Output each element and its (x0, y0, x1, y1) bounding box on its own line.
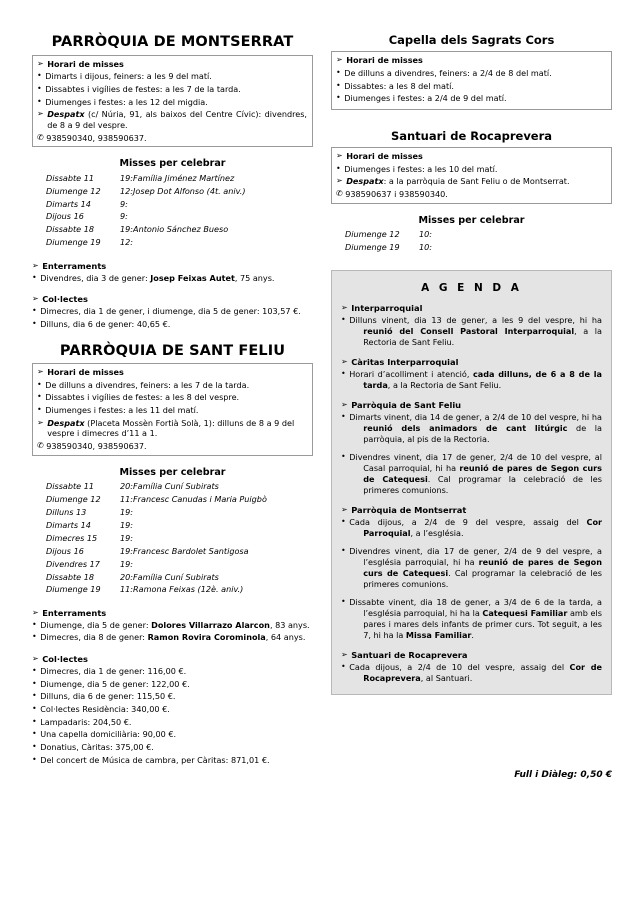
bullet-icon: • (37, 83, 42, 93)
arrow-icon: ➢ (336, 55, 343, 65)
table-row: Dijous 16 19: Francesc Bardolet Santigosa (46, 545, 249, 556)
table-row: Dimecres 15 19: (46, 532, 134, 543)
list-item: • Donatius, Càritas: 375,00 €. (32, 742, 154, 753)
burials-title: ➢ Enterraments (32, 260, 107, 271)
bullet-icon: • (32, 742, 37, 752)
agenda-item (341, 412, 602, 445)
agenda-item-text: Dimarts vinent, dia 14 de gener, a 2/4 de 10 del vespre, hi ha reunió dels animadors de cant litúrgic de la parròquia, al pis de la Rectoria. (349, 412, 602, 445)
arrow-icon: ➢ (37, 417, 44, 427)
list-item: • Dimecres, dia 1 de gener: 116,00 €. (32, 666, 187, 677)
agenda-group-label: Interparroquial (351, 303, 423, 314)
agenda-group (341, 505, 602, 641)
sagrats-cors-schedule-box (331, 51, 612, 110)
list-item: • Dimecres, dia 8 de gener: Ramon Rovira Corominola, 64 anys. (32, 632, 306, 643)
bullet-icon: • (37, 96, 42, 106)
agenda-item (341, 517, 602, 539)
collections-title: ➢ Col·lectes (32, 294, 88, 305)
table-row: Dissabte 11 19: Família Jiménez Martínez (46, 172, 235, 183)
list-item: • Dissabtes i vigílies de festes: a les 8 del vespre. (37, 392, 240, 403)
agenda-box (331, 270, 612, 695)
list-item: • Del concert de Música de cambra, per Càritas: 871,01 €. (32, 754, 270, 765)
bullet-icon: • (336, 93, 341, 103)
rocaprevera-phones: ✆ 938590637 i 938590340. (336, 189, 448, 200)
agenda-group-label: Parròquia de Sant Feliu (351, 400, 462, 411)
phone-icon: ✆ (37, 441, 44, 451)
bullet-icon: • (341, 597, 346, 607)
agenda-item-text: Cada dijous, a 2/4 de 10 del vespre, assaig del Cor de Rocaprevera, al Santuari. (349, 662, 602, 684)
chapel-sagrats-cors (331, 34, 612, 110)
bullet-icon: • (37, 405, 42, 415)
agenda-group (341, 357, 602, 391)
list-item: • Divendres, dia 3 de gener: Josep Feixas Autet, 75 anys. (32, 272, 275, 283)
list-item: • Diumenge, dia 5 de gener: Dolores Villarrazo Alarcon, 83 anys. (32, 619, 310, 630)
arrow-icon: ➢ (341, 303, 348, 313)
table-row: Divendres 17 19: (46, 558, 134, 569)
right-column (331, 34, 612, 695)
sant-feliu-masses-title: Misses per celebrar (119, 466, 226, 478)
arrow-icon: ➢ (341, 505, 348, 515)
table-row: Dissabte 18 20: Família Cuní Subirats (46, 571, 219, 582)
table-row: Dijous 16 9: (46, 211, 128, 222)
agenda-item-text: Divendres vinent, dia 17 de gener, 2/4 de 9 del vespre, a l’església parroquial, hi ha reunió de pares de Segon curs de Catequesi. Cal programar la celebració de les primeres comunions. (349, 546, 603, 590)
sant-feliu-despatx (37, 418, 307, 439)
arrow-icon: ➢ (32, 607, 39, 617)
agenda-group-heading (341, 303, 602, 313)
arrow-icon: ➢ (341, 357, 348, 367)
burials-title: ➢ Enterraments (32, 607, 107, 618)
arrow-icon: ➢ (336, 151, 343, 161)
montserrat-collections (32, 294, 313, 329)
arrow-icon: ➢ (336, 176, 343, 186)
arrow-icon: ➢ (37, 58, 44, 68)
left-column (32, 34, 313, 767)
bullet-icon: • (32, 306, 37, 316)
agenda-group (341, 650, 602, 684)
deceased-name: Dolores Villarrazo Alarcon (151, 619, 270, 630)
bullet-icon: • (336, 163, 341, 173)
agenda-groups (341, 303, 602, 684)
page-title-montserrat: PARRÒQUIA DE MONTSERRAT (51, 34, 294, 50)
bullet-icon: • (341, 662, 346, 672)
collections-title: ➢ Col·lectes (32, 654, 88, 665)
bullet-icon: • (32, 666, 37, 676)
bullet-icon: • (341, 517, 346, 527)
sant-feliu-masses-table (46, 481, 267, 597)
page-title-sant-feliu: PARRÒQUIA DE SANT FELIU (59, 342, 286, 359)
montserrat-burials (32, 261, 313, 284)
list-item: • Dilluns, dia 6 de gener: 115,50 €. (32, 691, 176, 702)
table-row: Dimarts 14 9: (46, 198, 128, 209)
montserrat-masses-title: Misses per celebrar (119, 158, 226, 170)
agenda-item-text: Divendres vinent, dia 17 de gener, 2/4 de 10 del vespre, al Casal parroquial, hi ha reunió de pares de Segon curs de Catequesi. Cal programar la celebració de les primeres comunions. (349, 452, 602, 496)
deceased-name: Ramon Rovira Corominola (147, 632, 266, 643)
arrow-icon: ➢ (32, 260, 39, 270)
bullet-icon: • (336, 67, 341, 77)
bullet-icon: • (341, 369, 346, 379)
sant-feliu-schedule-box (32, 363, 313, 455)
agenda-group-heading (341, 400, 602, 410)
list-item: • Una capella domiciliària: 90,00 €. (32, 729, 177, 740)
agenda-item-text: Dilluns vinent, dia 13 de gener, a les 9 del vespre, hi ha reunió del Consell Pastoral Interparroquial, a la Rectoria de Sant Feliu. (349, 315, 602, 348)
table-row: Diumenge 19 10: (345, 242, 433, 253)
bullet-icon: • (32, 716, 37, 726)
parish-montserrat (32, 34, 313, 330)
bullet-icon: • (341, 452, 346, 462)
agenda-group (341, 400, 602, 496)
two-column-layout (32, 34, 612, 767)
table-row: Dissabte 11 20: Família Cuní Subirats (46, 481, 219, 492)
bullet-icon: • (37, 71, 42, 81)
agenda-item (341, 662, 602, 684)
sant-feliu-phones: ✆ 938590340, 938590637. (37, 441, 147, 452)
agenda-item (341, 452, 602, 496)
list-item: • Dimecres, dia 1 de gener, i diumenge, dia 5 de gener: 103,57 €. (32, 306, 301, 317)
agenda-item (341, 369, 602, 391)
bullet-icon: • (336, 80, 341, 90)
list-item: • Diumenges i festes: a 2/4 de 9 del matí. (336, 93, 507, 104)
sanctuary-rocaprevera (331, 130, 612, 254)
phone-icon: ✆ (37, 132, 44, 142)
table-row: Dissabte 18 19: Antonio Sánchez Bueso (46, 224, 229, 235)
bullet-icon: • (32, 272, 37, 282)
agenda-item-text: Horari d’acolliment i atenció, cada dilluns, de 6 a 8 de la tarda, a la Rectoria de Sant Feliu. (349, 369, 602, 391)
bullet-icon: • (341, 412, 346, 422)
list-item: • Diumenges i festes: a les 10 del matí. (336, 163, 498, 174)
table-row: Diumenge 12 12: Josep Dot Alfonso (4t. aniv.) (46, 185, 246, 196)
bullet-icon: • (32, 678, 37, 688)
bullet-icon: • (32, 619, 37, 629)
arrow-icon: ➢ (341, 650, 348, 660)
parish-sant-feliu (32, 343, 313, 766)
bullet-icon: • (341, 315, 346, 325)
bullet-icon: • (341, 546, 346, 556)
list-item: • Col·lectes Residència: 340,00 €. (32, 704, 170, 715)
agenda-group-label: Santuari de Rocaprevera (351, 650, 468, 661)
bullet-icon: • (32, 318, 37, 328)
agenda-group-label: Càritas Interparroquial (351, 357, 459, 368)
despatx-label: Despatx (346, 176, 384, 187)
deceased-name: Josep Feixas Autet (150, 272, 235, 283)
agenda-group (341, 303, 602, 348)
arrow-icon: ➢ (37, 367, 44, 377)
agenda-item (341, 315, 602, 348)
page-title-sagrats-cors: Capella dels Sagrats Cors (388, 33, 555, 47)
list-item: • Diumenges i festes: a les 11 del matí. (37, 405, 199, 416)
table-row: Dilluns 13 19: (46, 507, 134, 518)
list-item: • Dissabtes i vigílies de festes: a les 7 de la tarda. (37, 83, 241, 94)
agenda-item-text: Dissabte vinent, dia 18 de gener, a 3/4 de 6 de la tarda, a l’església parroquial, hi ha la Catequesi Familiar amb els pares i mares dels infants de primer curs. Tot seguit, a les 7, hi ha la Missa Familiar. (349, 597, 602, 641)
table-row: Diumenge 19 11: Ramona Feixas (12è. aniv.) (46, 584, 244, 595)
rocaprevera-masses-table (345, 229, 432, 255)
list-item: • Dimarts i dijous, feiners: a les 9 del matí. (37, 71, 212, 82)
footer-price: Full i Diàleg: 0,50 € (514, 770, 612, 780)
rocaprevera-schedule-box (331, 147, 612, 203)
sagrats-cors-schedule-heading: ➢ Horari de misses (336, 55, 423, 66)
list-item: • Dissabtes: a les 8 del matí. (336, 80, 454, 91)
montserrat-despatx (37, 109, 307, 130)
arrow-icon: ➢ (37, 109, 44, 119)
agenda-group-label: Parròquia de Montserrat (351, 505, 467, 516)
bullet-icon: • (37, 379, 42, 389)
table-row: Diumenge 12 11: Francesc Canudas i Maria Puigbò (46, 494, 267, 505)
arrow-icon: ➢ (32, 654, 39, 664)
list-item: • De dilluns a divendres, feiners: a les 7 de la tarda. (37, 379, 250, 390)
bullet-icon: • (32, 704, 37, 714)
table-row: Diumenge 12 10: (345, 229, 433, 240)
agenda-item-text: Cada dijous, a 2/4 de 9 del vespre, assaig del Cor Parroquial, a l’església. (349, 517, 602, 539)
agenda-item (341, 546, 602, 590)
list-item: • Diumenges i festes: a les 12 del migdia. (37, 96, 208, 107)
despatx-text: (Placeta Mossèn Fortià Solà, 1): dilluns de 8 a 9 del vespre i dimecres d’11 a 1. (47, 417, 295, 439)
list-item: • Diumenge, dia 5 de gener: 122,00 €. (32, 678, 190, 689)
sant-feliu-schedule-heading: ➢ Horari de misses (37, 367, 124, 378)
despatx-label: Despatx (47, 109, 85, 120)
agenda-group-heading (341, 357, 602, 367)
page-title-rocaprevera: Santuari de Rocaprevera (390, 128, 553, 143)
list-item: • Dilluns, dia 6 de gener: 40,65 €. (32, 318, 171, 329)
montserrat-phones: ✆ 938590340, 938590637. (37, 132, 147, 143)
montserrat-schedule-heading: ➢ Horari de misses (37, 58, 124, 69)
arrow-icon: ➢ (341, 400, 348, 410)
agenda-group-heading (341, 650, 602, 660)
rocaprevera-masses-title: Misses per celebrar (418, 214, 525, 226)
bullet-icon: • (32, 754, 37, 764)
list-item: • Lampadaris: 204,50 €. (32, 716, 132, 727)
despatx-text: : a la parròquia de Sant Feliu o de Montserrat. (383, 176, 570, 187)
despatx-text: (c/ Núria, 91, als baixos del Centre Cívic): divendres, de 8 a 9 del vespre. (47, 109, 308, 130)
rocaprevera-despatx (336, 176, 606, 187)
bullet-icon: • (37, 392, 42, 402)
sant-feliu-burials (32, 608, 313, 643)
montserrat-masses-table (46, 172, 246, 249)
arrow-icon: ➢ (32, 294, 39, 304)
phone-icon: ✆ (336, 189, 343, 199)
table-row: Dimarts 14 19: (46, 519, 134, 530)
despatx-label: Despatx (47, 417, 85, 428)
bullet-icon: • (32, 729, 37, 739)
bullet-icon: • (32, 632, 37, 642)
rocaprevera-schedule-heading: ➢ Horari de misses (336, 151, 423, 162)
agenda-title: A G E N D A (421, 282, 522, 295)
sant-feliu-collections (32, 654, 313, 765)
agenda-item (341, 597, 602, 641)
agenda-group-heading (341, 505, 602, 515)
montserrat-schedule-box (32, 55, 313, 147)
list-item: • De dilluns a divendres, feiners: a 2/4 de 8 del matí. (336, 67, 552, 78)
table-row: Diumenge 19 12: (46, 237, 134, 248)
bullet-icon: • (32, 691, 37, 701)
